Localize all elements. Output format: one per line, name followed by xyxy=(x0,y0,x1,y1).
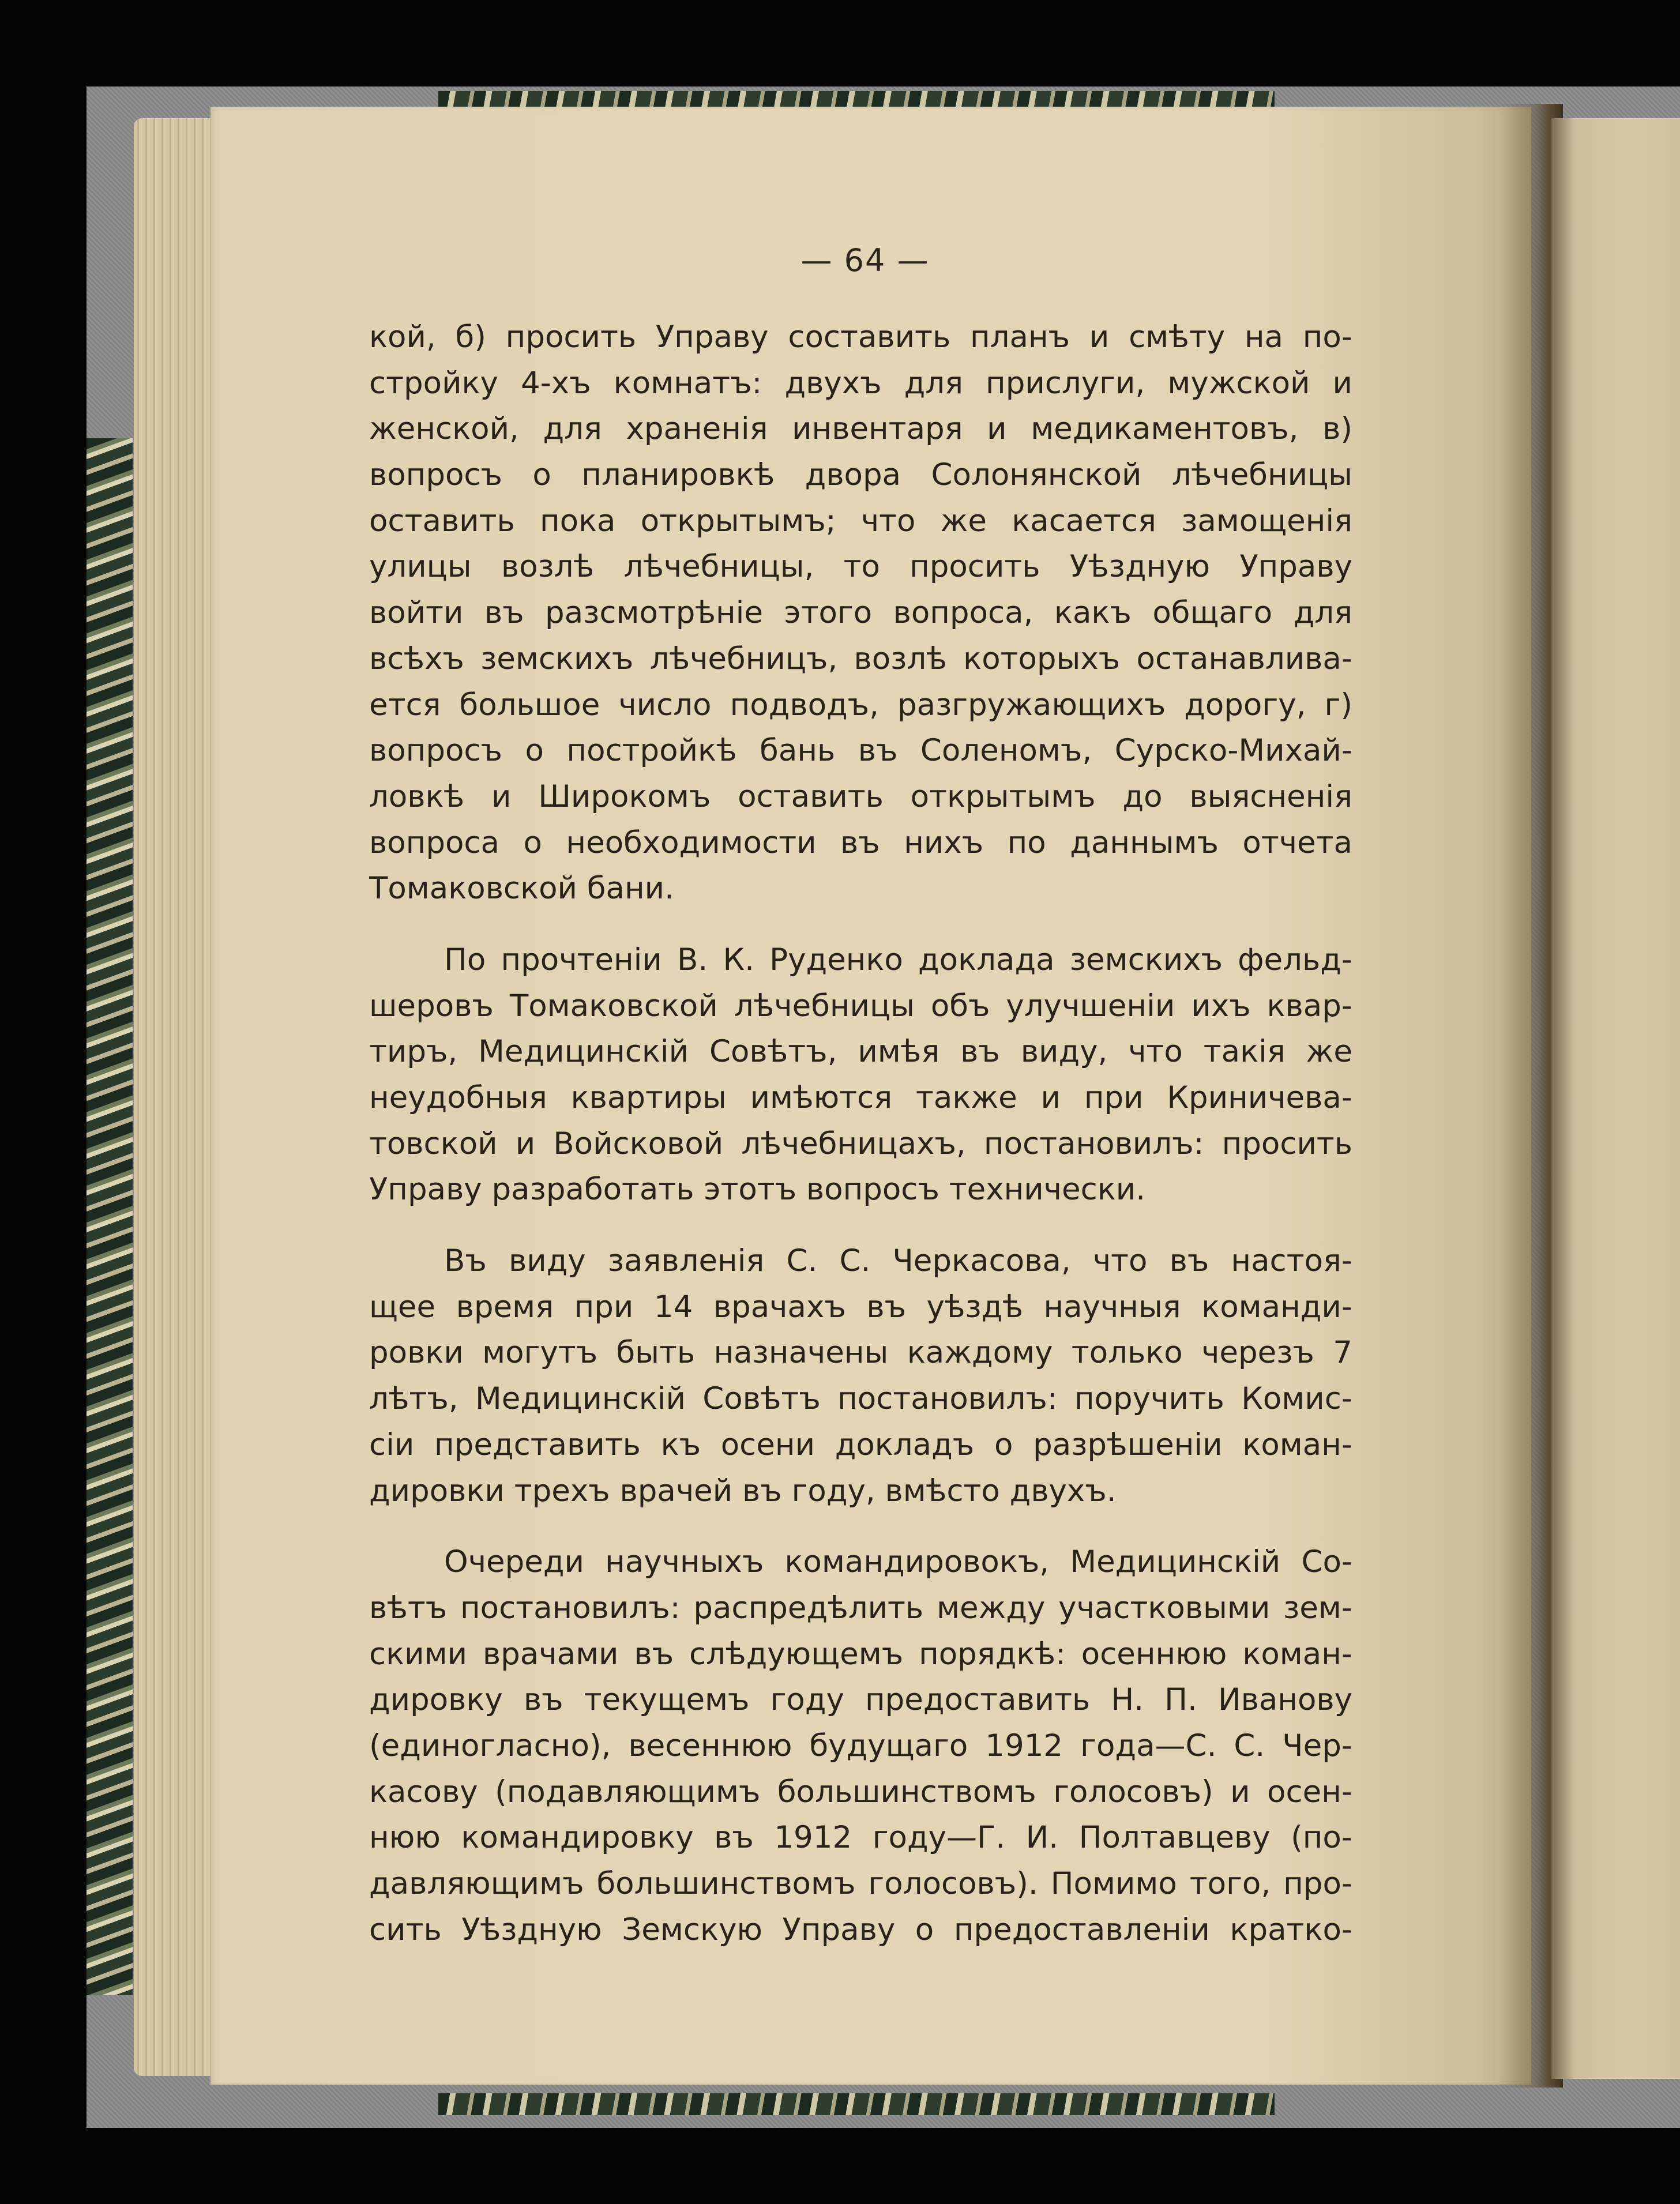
text-line: сить Уѣздную Земскую Управу о предоставленіи кратко- xyxy=(369,1912,1352,1947)
text-line: ловкѣ и Широкомъ оставить открытымъ до выясненія xyxy=(369,778,1352,814)
text-line: вопросъ о планировкѣ двора Солонянской лѣчебницы xyxy=(369,457,1352,493)
paragraph-3 xyxy=(369,1238,1352,1514)
text-line: ется большое число подводъ, разгружающихъ дорогу, г) xyxy=(369,687,1352,723)
text-line: По прочтеніи В. К. Руденко доклада земскихъ фельд- xyxy=(444,942,1352,977)
text-line: вопроса о необходимости въ нихъ по даннымъ отчета xyxy=(369,825,1352,860)
text-line: товской и Войсковой лѣчебницахъ, постановилъ: просить xyxy=(369,1126,1352,1161)
paragraph-gap xyxy=(369,912,1352,937)
text-line: Очереди научныхъ командировокъ, Медицинскій Со- xyxy=(444,1544,1352,1580)
marbled-endpaper-left xyxy=(87,438,133,1995)
text-line: улицы возлѣ лѣчебницы, то просить Уѣздную Управу xyxy=(369,549,1352,585)
text-line: вопросъ о постройкѣ бань въ Соленомъ, Сурско-Михай- xyxy=(369,733,1352,769)
text-line: касову (подавляющимъ большинствомъ голосовъ) и осен- xyxy=(369,1774,1352,1810)
page-number: — 64 — xyxy=(800,242,930,279)
text-line: войти въ разсмотрѣніе этого вопроса, какъ общаго для xyxy=(369,595,1352,631)
text-line: оставить пока открытымъ; что же касается замощенія xyxy=(369,503,1352,539)
facing-page xyxy=(1551,118,1680,2079)
marbled-endpaper-bottom xyxy=(438,2093,1275,2115)
text-line: дировки трехъ врачей въ году, вмѣсто двухъ. xyxy=(369,1473,1117,1509)
body-text xyxy=(369,314,1352,1953)
text-line: ровки могутъ быть назначены каждому только черезъ 7 xyxy=(369,1335,1352,1371)
text-line: стройку 4-хъ комнатъ: двухъ для прислуги, мужской и xyxy=(369,365,1352,401)
paragraph-1 xyxy=(369,314,1352,912)
paragraph-4 xyxy=(369,1539,1352,1953)
text-line: (единогласно), весеннюю будущаго 1912 года—С. С. Чер- xyxy=(369,1728,1352,1763)
text-line: женской, для храненія инвентаря и медикаментовъ, в) xyxy=(369,411,1352,447)
paragraph-gap xyxy=(369,1514,1352,1539)
text-line: шеровъ Томаковской лѣчебницы объ улучшеніи ихъ квар- xyxy=(369,988,1352,1024)
text-line: скими врачами въ слѣдующемъ порядкѣ: осеннюю коман- xyxy=(369,1636,1352,1672)
text-line: нюю командировку въ 1912 году—Г. И. Полтавцеву (по- xyxy=(369,1820,1352,1856)
text-line: Въ виду заявленія С. С. Черкасова, что въ настоя- xyxy=(444,1243,1352,1279)
text-line: всѣхъ земскихъ лѣчебницъ, возлѣ которыхъ останавлива- xyxy=(369,641,1352,676)
text-line: дировку въ текущемъ году предоставить Н. П. Иванову xyxy=(369,1682,1352,1718)
text-line: лѣтъ, Медицинскій Совѣтъ постановилъ: поручить Комис- xyxy=(369,1381,1352,1417)
text-line: сіи представить къ осени докладъ о разрѣшеніи коман- xyxy=(369,1427,1352,1462)
text-line: тиръ, Медицинскій Совѣтъ, имѣя въ виду, что такія же xyxy=(369,1034,1352,1070)
text-line: Управу разработать этотъ вопросъ технически. xyxy=(369,1172,1146,1208)
text-line: щее время при 14 врачахъ въ уѣздѣ научныя команди- xyxy=(369,1289,1352,1325)
paragraph-2 xyxy=(369,937,1352,1213)
text-line: Томаковской бани. xyxy=(369,871,674,907)
text-line: кой, б) просить Управу составить планъ и смѣту на по- xyxy=(369,319,1352,355)
text-line: неудобныя квартиры имѣются также и при Криничева- xyxy=(369,1080,1352,1115)
text-line: вѣтъ постановилъ: распредѣлить между участковыми зем- xyxy=(369,1590,1352,1626)
text-line: давляющимъ большинствомъ голосовъ). Помимо того, про- xyxy=(369,1866,1352,1901)
paragraph-gap xyxy=(369,1213,1352,1238)
